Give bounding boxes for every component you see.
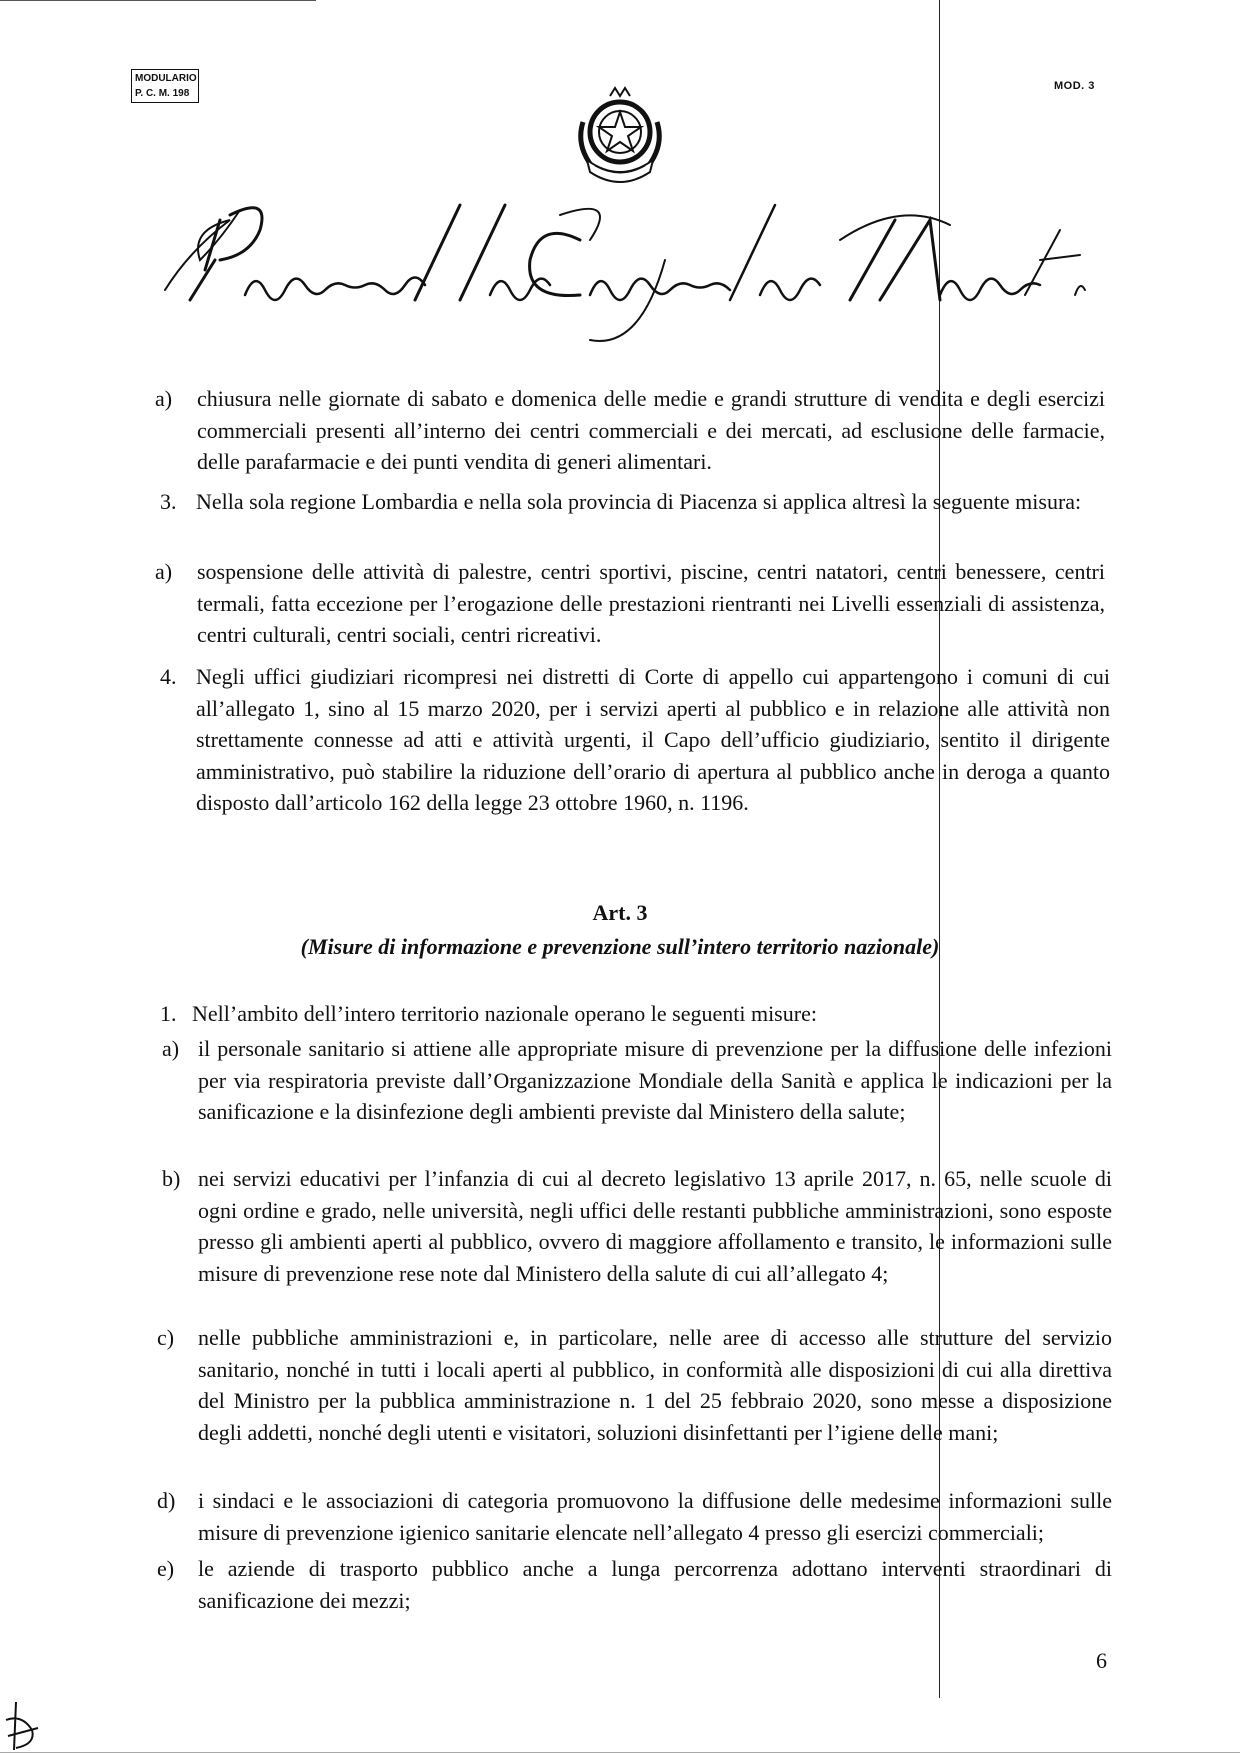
item-marker: 1.: [160, 1001, 177, 1026]
list-item: [160, 998, 1110, 1030]
handwritten-initials-mark: [2, 1700, 42, 1752]
item-text: nei servizi educativi per l’infanzia di cui al decreto legislativo 13 aprile 2017, n. 65, nelle scuole di ogni ordine e grado, nelle università, negli uffici delle restanti pubbliche amministrazioni, sono esposte presso gli ambienti aperti al pubblico, ovvero di maggiore affollamento e transito, le informazioni sulle misure di prevenzione rese note dal Ministero della salute di cui all’allegato 4;: [198, 1166, 1112, 1286]
modulario-line-2: P. C. M. 198: [135, 88, 190, 99]
item-marker: a): [155, 559, 173, 584]
item-marker: b): [162, 1166, 181, 1191]
item-marker: a): [162, 1036, 180, 1061]
list-item: [162, 1033, 1112, 1159]
scan-edge-bottom: [0, 1752, 1240, 1753]
scan-edge-top: [0, 0, 316, 1]
list-item: [155, 556, 1105, 651]
list-item: [157, 1553, 1112, 1617]
modulario-line-1: MODULARIO: [135, 73, 197, 84]
item-marker: a): [155, 386, 173, 411]
list-item: [160, 486, 1110, 550]
article-subtitle: (Misure di informazione e prevenzione sull’intero territorio nazionale): [300, 934, 940, 959]
modulario-stamp: [131, 69, 199, 103]
list-item: [162, 1163, 1112, 1289]
item-marker: d): [157, 1488, 176, 1513]
item-text: chiusura nelle giornate di sabato e domenica delle medie e grandi strutture di vendita e degli esercizi commerciali presenti all’interno dei centri commerciali e dei mercati, ad esclusione delle farmacie, delle parafarmacie e dei punti vendita di generi alimentari.: [197, 386, 1105, 474]
item-text: Negli uffici giudiziari ricompresi nei distretti di Corte di appello cui appartengono i comuni di cui all’allegato 1, sino al 15 marzo 2020, per i servizi aperti al pubblico e in relazione alle attività non strettamente connesse ad atti e attività urgenti, il Capo dell’ufficio giudiziario, sentito il dirigente amministrativo, può stabilire la riduzione dell’orario di apertura al pubblico anche in deroga a quanto disposto dall’articolo 162 della legge 23 ottobre 1960, n. 1196.: [196, 664, 1110, 815]
list-item: [160, 661, 1110, 851]
letterhead-text: Presidenza del Consiglio dei Ministri: [617, 355, 633, 356]
item-text: i sindaci e le associazioni di categoria promuovono la diffusione delle medesime informazioni sulle misure di prevenzione igienico sanitarie elencate nell’allegato 4 presso gli esercizi commerciali;: [198, 1488, 1112, 1545]
item-marker: 4.: [160, 664, 177, 689]
item-marker: 3.: [160, 489, 177, 514]
item-marker: e): [157, 1556, 175, 1581]
item-text: Nella sola regione Lombardia e nella sola provincia di Piacenza si applica altresì la seguente misura:: [196, 489, 1082, 514]
mod-label: MOD. 3: [1054, 80, 1095, 92]
italian-republic-emblem: [565, 82, 675, 192]
list-item: [157, 1322, 1112, 1480]
item-text: Nell’ambito dell’intero territorio nazionale operano le seguenti misure:: [192, 1001, 817, 1026]
item-text: sospensione delle attività di palestre, centri sportivi, piscine, centri natatori, centri benessere, centri termali, fatta eccezione per l’erogazione delle prestazioni rientranti nei Livelli essenziali di assistenza, centri culturali, centri sociali, centri ricreativi.: [197, 559, 1105, 647]
item-text: nelle pubbliche amministrazioni e, in particolare, nelle aree di accesso alle strutture del servizio sanitario, nonché in tutti i locali aperti al pubblico, in conformità alle disposizioni di cui alla direttiva del Ministro per la pubblica amministrazione n. 1 del 25 febbraio 2020, sono messe a disposizione degli addetti, nonché degli utenti e visitatori, soluzioni disinfettanti per l’igiene delle mani;: [198, 1325, 1112, 1445]
article-title: Art. 3: [592, 900, 648, 925]
item-text: le aziende di trasporto pubblico anche a lunga percorrenza adottano interventi straordinari di sanificazione dei mezzi;: [198, 1556, 1112, 1613]
item-text: il personale sanitario si attiene alle appropriate misure di prevenzione per la diffusione delle infezioni per via respiratoria previste dall’Organizzazione Mondiale della Sanità e applica le indicazioni per la sanificazione e la disinfezione degli ambienti previste dal Ministero della salute;: [198, 1036, 1112, 1124]
list-item: [155, 383, 1105, 478]
item-marker: c): [157, 1325, 175, 1350]
letterhead-signature-script: [160, 200, 1090, 360]
page-number: 6: [1096, 1648, 1107, 1673]
